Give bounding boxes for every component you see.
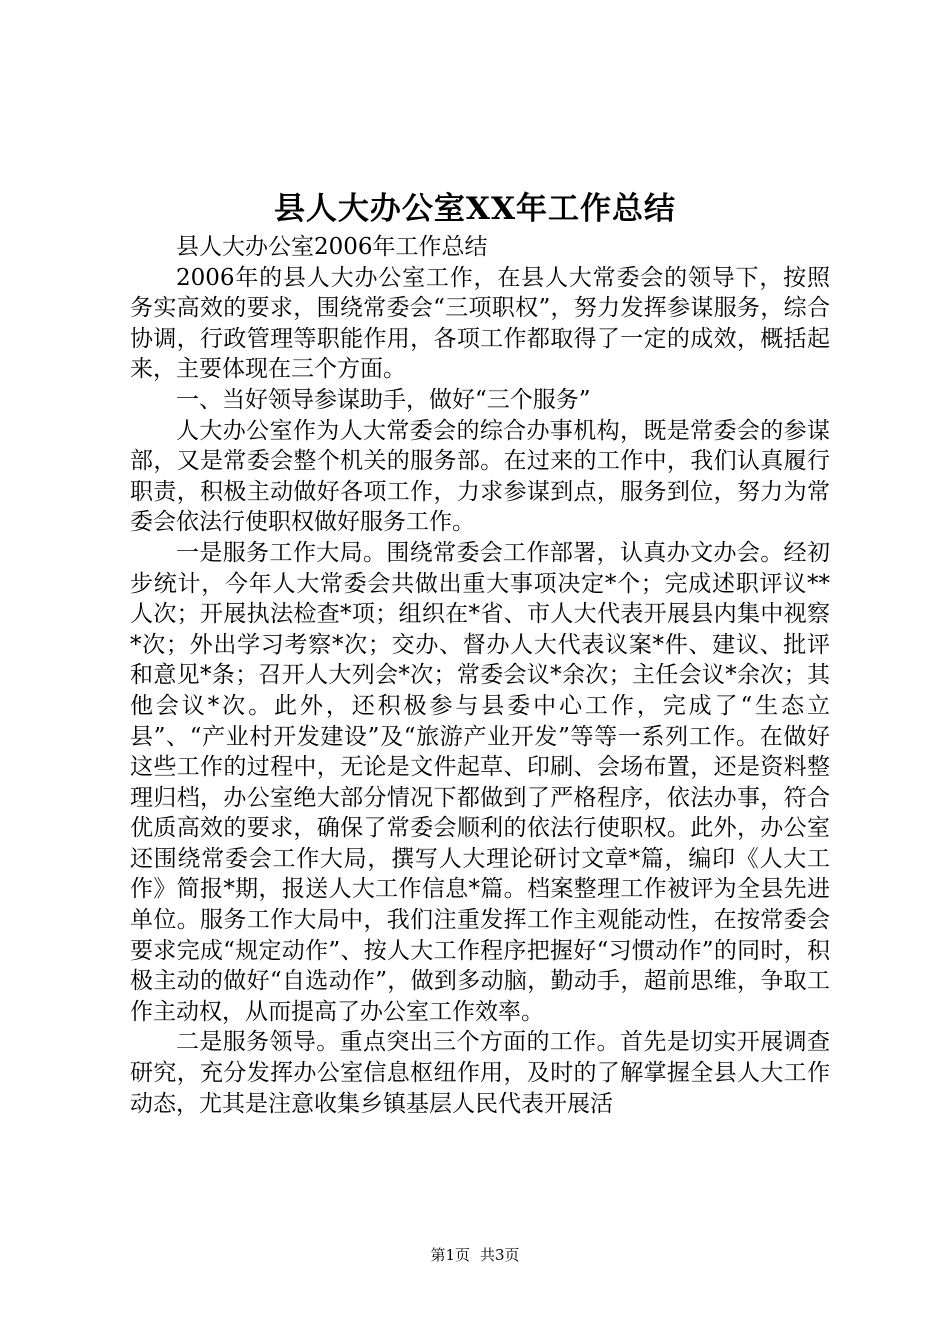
page-total: 共3页	[480, 1246, 520, 1264]
page-footer	[0, 1245, 950, 1265]
document-body	[130, 232, 830, 1119]
page-number: 第1页	[430, 1246, 470, 1264]
body-paragraph: 二是服务领导。重点突出三个方面的工作。首先是切实开展调查研究，充分发挥办公室信息枢纽作用，及时的了解掌握全县人大工作动态，尤其是注意收集乡镇基层人民代表开展活	[130, 1029, 830, 1117]
document-title: 县人大办公室XX年工作总结	[273, 191, 677, 227]
subtitle-paragraph: 县人大办公室2006年工作总结	[176, 234, 488, 260]
body-paragraph: 一是服务工作大局。围绕常委会工作部署，认真办文办会。经初步统计，今年人大常委会共做出重大事项决定*个；完成述职评议**人次；开展执法检查*项；组织在*省、市人大代表开展县内集中视察*次；外出学习考察*次；交办、督办人大代表议案*件、建议、批评和意见*条；召开人大列会*次；常委会议*余次；主任会议*余次；其他会议*次。此外，还积极参与县委中心工作，完成了“生态立县”、“产业村开发建设”及“旅游产业开发”等等一系列工作。在做好这些工作的过程中，无论是文件起草、印刷、会场布置，还是资料整理归档，办公室绝大部分情况下都做到了严格程序，依法办事，符合优质高效的要求，确保了常委会顺利的依法行使职权。此外，办公室还围绕常委会工作大局，撰写人大理论研讨文章*篇，编印《人大工作》简报*期，报送人大工作信息*篇。档案整理工作被评为全县先进单位。服务工作大局中，我们注重发挥工作主观能动性，在按常委会要求完成“规定动作”、按人大工作程序把握好“习惯动作”的同时，积极主动的做好“自选动作”，做到多动脑，勤动手，超前思维，争取工作主动权，从而提高了办公室工作效率。	[130, 539, 830, 1025]
section-heading: 一、当好领导参谋助手，做好“三个服务”	[176, 386, 591, 413]
intro-paragraph: 2006年的县人大办公室工作，在县人大常委会的领导下，按照务实高效的要求，围绕常委会“三项职权”，努力发挥参谋服务，综合协调，行政管理等职能作用，各项工作都取得了一定的成效，概括起来，主要体现在三个方面。	[130, 264, 830, 383]
body-paragraph: 人大办公室作为人大常委会的综合办事机构，既是常委会的参谋部，又是常委会整个机关的服务部。在过来的工作中，我们认真履行职责，积极主动做好各项工作，力求参谋到点，服务到位，努力为常委会依法行使职权做好服务工作。	[130, 417, 830, 536]
